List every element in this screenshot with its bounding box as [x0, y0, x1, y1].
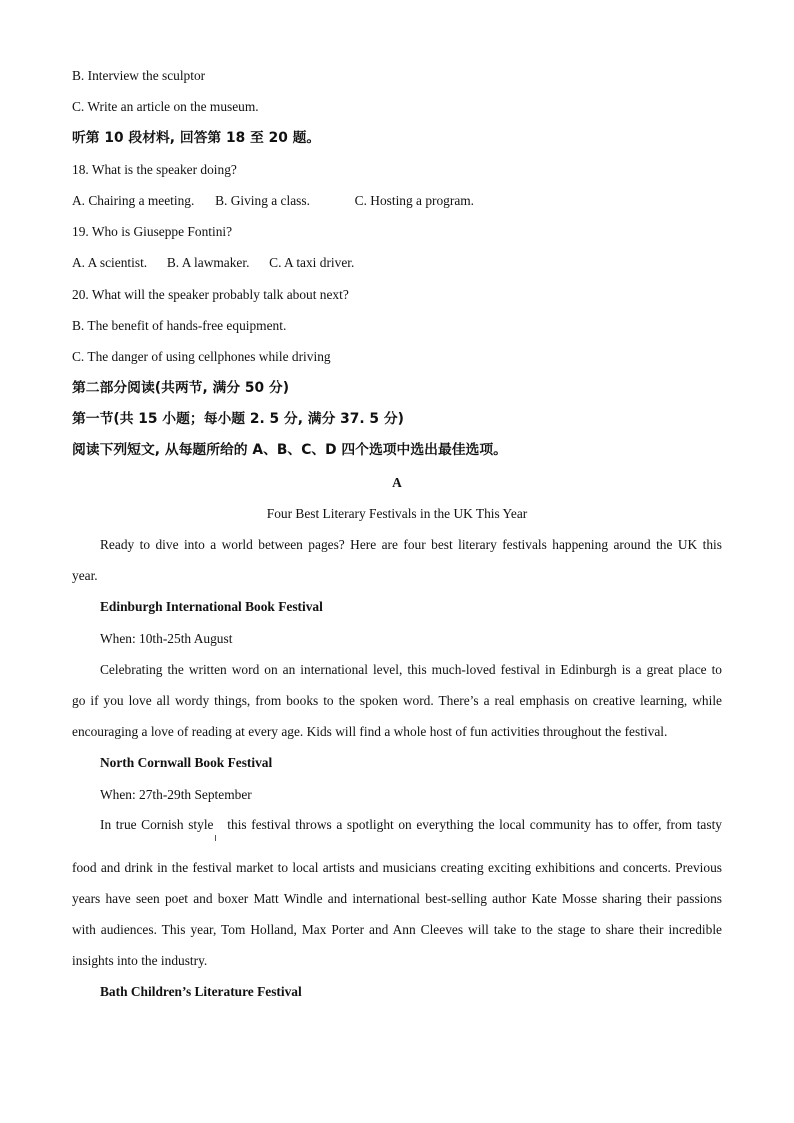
question-20-stem: 20. What will the speaker probably talk about next?	[72, 287, 349, 302]
question-19-options	[72, 254, 354, 272]
q19-option-b: B. A lawmaker.	[166, 255, 250, 270]
festival-2-when: When: 27th-29th September	[100, 787, 252, 802]
passage-title: Four Best Literary Festivals in the UK This Year	[266, 506, 528, 521]
section-10-heading: 听第 10 段材料, 回答第 18 至 20 题。	[72, 130, 321, 146]
festival-2-name: North Cornwall Book Festival	[100, 755, 273, 770]
festival-1-line-1: Celebrating the written word on an international level, this much-loved festival in Edinburgh is a great place to	[100, 662, 722, 677]
reading-instruction: 阅读下列短文, 从每题所给的 A、B、C、D 四个选项中选出最佳选项。	[72, 442, 507, 458]
festival-2-line-1: In true Cornish style this festival throws a spotlight on everything the local community has to offer, from tasty	[100, 817, 722, 832]
festival-2-line-4: with audiences. This year, Tom Holland, Max Porter and Ann Cleeves will take to the stage to share their incredible	[72, 922, 722, 937]
q20-option-b: B. The benefit of hands-free equipment.	[72, 318, 287, 333]
stray-mark	[215, 835, 216, 841]
q20-option-c: C. The danger of using cellphones while driving	[72, 349, 331, 364]
section-one-heading: 第一节(共 15 小题；每小题 2. 5 分, 满分 37. 5 分)	[72, 411, 404, 427]
festival-2-line-2: food and drink in the festival market to local artists and musicians creating exciting exhibitions and concerts. Previous	[72, 860, 722, 875]
festival-1-when: When: 10th-25th August	[100, 631, 233, 646]
option-b-interview: B. Interview the sculptor	[72, 68, 206, 83]
q18-option-b: B. Giving a class.	[215, 193, 310, 208]
question-18-stem: 18. What is the speaker doing?	[72, 162, 237, 177]
part-two-heading: 第二部分阅读(共两节, 满分 50 分)	[72, 380, 290, 396]
festival-1-name: Edinburgh International Book Festival	[100, 599, 323, 614]
intro-line-1: Ready to dive into a world between pages? Here are four best literary festivals happening around the UK this	[100, 537, 722, 552]
passage-label: A	[392, 475, 402, 490]
question-19-stem: 19. Who is Giuseppe Fontini?	[72, 224, 233, 239]
intro-line-2: year.	[72, 568, 98, 583]
festival-1-line-3: encouraging a love of reading at every age. Kids will find a whole host of fun activities throughout the festival.	[72, 724, 668, 739]
q19-option-c: C. A taxi driver.	[269, 255, 355, 270]
question-18-options	[72, 192, 474, 210]
option-c-article: C. Write an article on the museum.	[72, 99, 259, 114]
festival-2-line-3: years have seen poet and boxer Matt Windle and international best-selling author Kate Mosse sharing their passions	[72, 891, 722, 906]
q19-option-a: A. A scientist.	[72, 255, 148, 270]
festival-1-line-2: go if you love all wordy things, from books to the spoken word. There’s a real emphasis on creative learning, while	[72, 693, 722, 708]
festival-3-name: Bath Children’s Literature Festival	[100, 984, 302, 999]
q18-option-c: C. Hosting a program.	[354, 193, 475, 208]
q18-option-a: A. Chairing a meeting.	[72, 193, 195, 208]
festival-2-line-5: insights into the industry.	[72, 953, 208, 968]
